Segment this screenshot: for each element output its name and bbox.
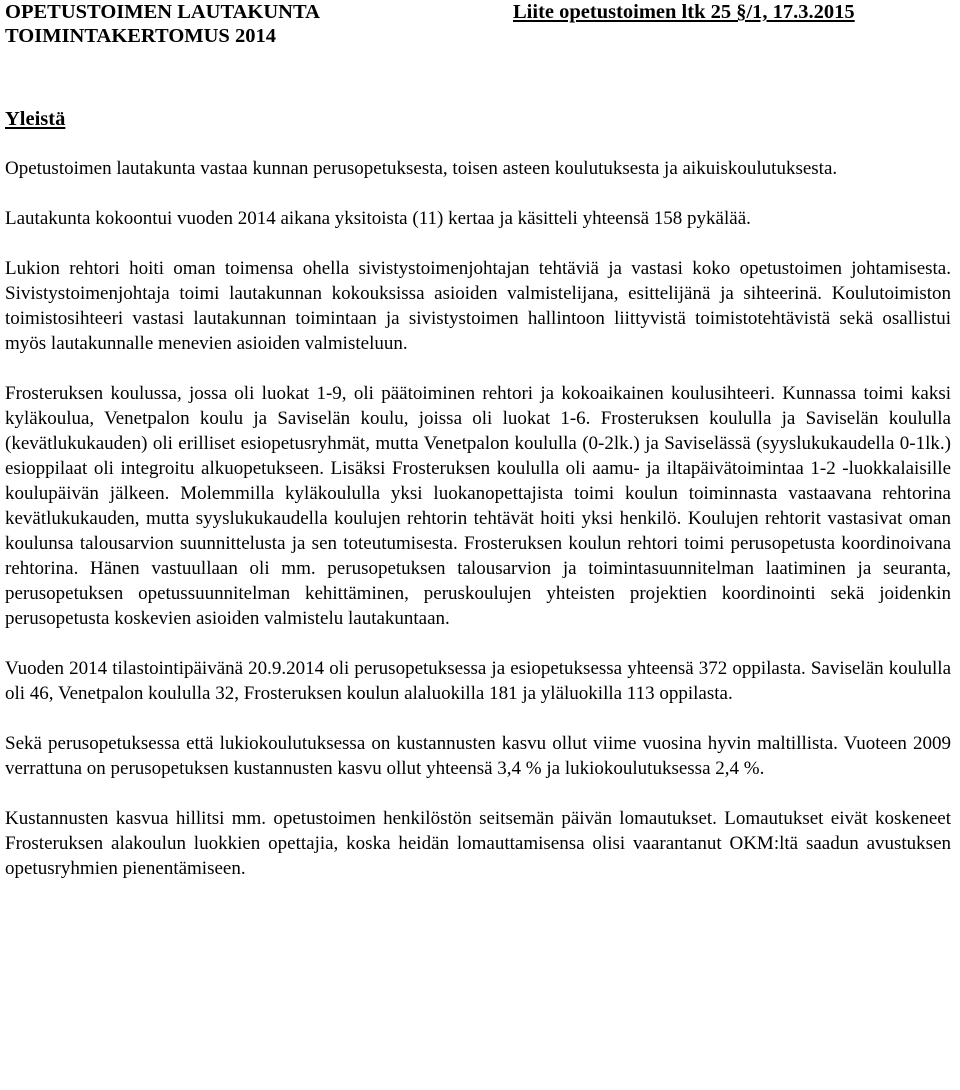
paragraph-layoffs: Kustannusten kasvua hillitsi mm. opetustoimen henkilöstön seitsemän päivän lomautukset. Lomautukset eivät koskeneet Frosteruksen alakoulun luokkien opettajia, koska heidän lomauttamisensa olisi vaarantanut OKM:ltä saadun avustuksen opetusryhmien pienentämiseen. xyxy=(5,808,951,879)
organization-name: OPETUSTOIMEN LAUTAKUNTA xyxy=(5,1,320,23)
paragraph-responsibility: Opetustoimen lautakunta vastaa kunnan perusopetuksesta, toisen asteen koulutuksesta ja aikuiskoulutuksesta. xyxy=(5,158,838,179)
section-heading: Yleistä xyxy=(5,108,66,130)
paragraph-administration: Lukion rehtori hoiti oman toimensa ohella sivistystoimenjohtajan tehtäviä ja vastasi koko opetustoimen johtamisesta. Sivistystoimenjohtaja toimi lautakunnan kokouksissa asioiden valmistelijana, esittelijänä ja sihteerinä. Koulutoimiston toimistosihteeri vastasi lautakunnan toimintaan ja sivistystoimen hallintoon liittyvistä toimistotehtävistä sekä osallistui myös lautakunnalle menevien asioiden valmisteluun. xyxy=(5,258,951,354)
attachment-reference: Liite opetustoimen ltk 25 §/1, 17.3.2015 xyxy=(513,1,855,23)
header-title-block xyxy=(5,0,320,48)
paragraph-pupil-statistics: Vuoden 2014 tilastointipäivänä 20.9.2014 oli perusopetuksessa ja esiopetuksessa yhteensä 372 oppilasta. Saviselän koululla oli 46, Venetpalon koululla 32, Frosteruksen koulun alaluokilla 181 ja yläluokilla 113 oppilasta. xyxy=(5,658,951,704)
paragraph-meetings: Lautakunta kokoontui vuoden 2014 aikana yksitoista (11) kertaa ja käsitteli yhteensä 158 pykälää. xyxy=(5,208,751,229)
paragraph-cost-growth: Sekä perusopetuksessa että lukiokoulutuksessa on kustannusten kasvu ollut viime vuosina hyvin maltillista. Vuoteen 2009 verrattuna on perusopetuksen kustannusten kasvu ollut yhteensä 3,4 % ja lukiokoulutuksessa 2,4 %. xyxy=(5,733,951,779)
document-body xyxy=(5,156,951,906)
paragraph-schools: Frosteruksen koulussa, jossa oli luokat 1-9, oli päätoiminen rehtori ja kokoaikainen koulusihteeri. Kunnassa toimi kaksi kyläkoulua, Venetpalon koulu ja Saviselän koulu, joissa oli luokat 1-6. Frosteruksen koululla ja Saviselän koululla (kevätlukukauden) oli erilliset esiopetusryhmät, mutta Venetpalon koululla (0-2lk.) ja Saviselässä (syyslukukaudella 0-1lk.) esioppilaat oli integroitu alkuopetukseen. Lisäksi Frosteruksen koululla oli aamu- ja iltapäivätoimintaa 1-2 -luokkalaisille koulupäivän jälkeen. Molemmilla kyläkoululla yksi luokanopettajista toimi koulun toiminnasta vastaavana rehtorina kevätlukukauden, mutta syyslukukaudella koulujen rehtorin tehtävät hoiti yksi henkilö. Koulujen rehtorit vastasivat oman koulunsa talousarvion suunnittelusta ja sen toteutumisesta. Frosteruksen koulun rehtori toimi perusopetusta koordinoivana rehtorina. Hänen vastuullaan oli mm. perusopetuksen talousarvion ja toimintasuunnitelman laatiminen ja seuranta, perusopetuksen opetussuunnitelman kehittäminen, peruskoulujen yhteisten projektien koordinointi sekä joidenkin perusopetusta koskevien asioiden valmistelu lautakuntaan. xyxy=(5,383,951,629)
report-title: TOIMINTAKERTOMUS 2014 xyxy=(5,25,276,47)
document-header xyxy=(5,0,956,48)
